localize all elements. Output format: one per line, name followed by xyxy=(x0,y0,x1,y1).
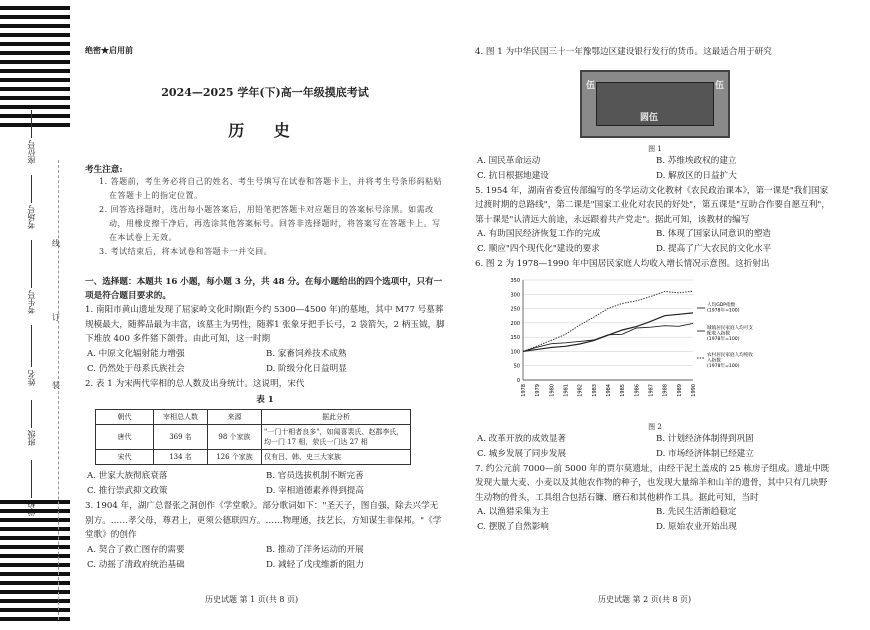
banknote-text: 圆伍 xyxy=(640,112,659,123)
q1-option-b: B. 家畜饲养技术成熟 xyxy=(266,348,347,359)
table-row xyxy=(96,425,411,450)
y-tick-label: 200 xyxy=(510,320,520,327)
page-right xyxy=(475,45,835,535)
y-tick-label: 150 xyxy=(510,334,520,341)
q4-option-b: B. 苏维埃政权的建立 xyxy=(656,155,737,166)
td: 134 名 xyxy=(154,450,208,465)
y-tick-label: 250 xyxy=(510,306,520,313)
td: 369 名 xyxy=(154,425,208,450)
q6-option-c: C. 城乡发展了同步发展 xyxy=(477,448,567,459)
note-item: 2. 回答选择题时，选出每小题答案后，用铅笔把答题卡对应题目的答案标号涂黑。如需改动，用橡皮擦干净后，再选涂其他答案标号。回答非选择题时，将答案写在答题卡上。写在本试卷上无效。 xyxy=(99,205,441,242)
q6-option-d: D. 市场经济体制已经建立 xyxy=(656,448,754,459)
question-3: 3. 1904 年，湖广总督张之洞创作《学堂歌》。部分歌词如下："圣天子，图自强，除去兴学无别方。……孝父母，尊君上，更须公德联四方。……物理通，技艺长，方知谋生非保邦。"《学堂歌》的创作 xyxy=(85,501,442,540)
legend-label: 农村居民家庭人均纯收入指数(1978年=100) xyxy=(707,352,753,369)
y-tick-label: 100 xyxy=(510,348,520,355)
series-line-3 xyxy=(523,291,693,351)
y-tick-label: 350 xyxy=(510,277,520,284)
school-label: 学校 xyxy=(27,500,36,516)
q2-options xyxy=(85,469,445,499)
x-tick-label: 1981 xyxy=(563,383,570,397)
q7-option-d: D. 原始农业开始出现 xyxy=(656,522,737,532)
x-tick-label: 1978 xyxy=(521,383,527,397)
q7-option-b: B. 先民生活渐趋稳定 xyxy=(656,507,737,517)
footer-page-1: 历史试题 第 1 页(共 8 页) xyxy=(205,595,299,604)
table-caption: 表 1 xyxy=(256,395,274,405)
x-tick-label: 1983 xyxy=(591,383,598,397)
q3-option-d: D. 减轻了戊戌维新的阻力 xyxy=(266,559,364,570)
q5-option-a: A. 有助国民经济恢复工作的完成 xyxy=(477,229,601,239)
question-7: 7. 约公元前 7000—前 5000 年的贾尔莫遗址，由经干泥土盖成的 25 栋房子组成。遗址中既发现大量大麦、小麦以及其他农作物的种子，也发现大量绵羊和山羊的遗骨，其中只有几块野生动物的骨头，工具组合包括石镰、磨石和其他耕作工具。据此可知，当时 xyxy=(475,463,830,503)
cut-mark-line: 线 xyxy=(52,239,60,248)
examno-label: 考生号 xyxy=(27,290,36,314)
notes-title: 考生注意: xyxy=(85,165,123,175)
td: 宋代 xyxy=(96,450,154,465)
banknote-text: 伍 xyxy=(586,80,596,91)
x-tick-label: 1990 xyxy=(691,383,697,397)
section-heading: 一、选择题：本题共 16 小题，每小题 3 分，共 48 分。在每小题给出的四个选项中，只有一项是符合题目要求的。 xyxy=(85,277,443,301)
q1-options xyxy=(85,347,445,377)
question-5: 5. 1954 年，湖南省委宣传部编写的冬学运动文化教材《农民政治课本》，第一课是"我们国家过渡时期的总路线"，第二课是"国家工业化对农民的好处"，第五课是"互助合作要自愿互利"，第十课是"认清远大前途，永远跟着共产党走"。据此可知，该教材的编写 xyxy=(475,185,830,225)
td: 仅有吕、韩、史三大家族 xyxy=(262,450,411,465)
q3-option-c: C. 动摇了清政府统治基础 xyxy=(87,559,185,570)
q1-option-a: A. 中原文化辐射能力增强 xyxy=(87,348,185,359)
q3-option-a: A. 契合了救亡图存的需要 xyxy=(87,544,185,555)
q6-option-b: B. 计划经济体制得到巩固 xyxy=(656,433,754,444)
x-tick-label: 1988 xyxy=(662,383,669,397)
x-tick-label: 1985 xyxy=(620,383,627,397)
room-label: 考场号 xyxy=(27,205,36,229)
td: 唐代 xyxy=(96,425,154,450)
figure-2-caption: 图 2 xyxy=(648,422,662,431)
q4-options xyxy=(475,154,835,184)
q5-option-b: B. 体现了国家认同意识的塑造 xyxy=(656,229,771,239)
x-tick-label: 1979 xyxy=(535,383,542,397)
q1-option-c: C. 仍然处于母系氏族社会 xyxy=(87,363,185,374)
th: 来源 xyxy=(208,410,262,425)
banknote-image xyxy=(580,70,730,138)
x-tick-label: 1989 xyxy=(676,383,683,397)
q1-option-d: D. 阶级分化日益明显 xyxy=(266,363,347,374)
q7-option-a: A. 以渔猎采集为主 xyxy=(477,507,549,517)
y-tick-label: 300 xyxy=(510,291,520,298)
td: 126 个家族 xyxy=(208,450,262,465)
y-tick-label: 0 xyxy=(516,377,520,384)
income-chart xyxy=(503,274,803,422)
q6-option-a: A. 改革开放的成效显著 xyxy=(477,433,567,444)
name-label: 姓名 xyxy=(27,370,36,386)
th: 朝代 xyxy=(96,410,154,425)
question-1: 1. 南阳市黄山遗址发现了屈家岭文化时期(距今约 5300—4500 年)的墓地，其中 M77 号墓葬规模最大，随葬品最为丰富，该墓主为男性，随葬1 张象牙把手长弓，2 袋箭矢，2 柄玉钺，脚下堆放 400 多件猪下颌骨。由此可知，这一时期 xyxy=(85,305,445,344)
question-4: 4. 图 1 为中华民国三十一年豫鄂边区建设银行发行的货币。这最适合用于研究 xyxy=(475,47,772,57)
question-2: 2. 表 1 为宋两代宰相的总人数及出身统计。这说明，宋代 xyxy=(85,378,305,389)
table-row xyxy=(96,450,411,465)
q3-option-b: B. 推动了洋务运动的开展 xyxy=(266,544,364,555)
q2-option-d: D. 宰相道德素养得到提高 xyxy=(266,486,364,496)
q4-option-d: D. 解放区的日益扩大 xyxy=(656,170,737,181)
q2-option-a: A. 世家大族彻底衰落 xyxy=(87,471,168,481)
q5-options xyxy=(475,227,835,257)
class-label: 班级 xyxy=(27,430,36,446)
q3-options xyxy=(85,543,445,573)
seat-label: 座位号 xyxy=(27,140,36,164)
q5-option-d: D. 提高了广大农民的文化水平 xyxy=(656,244,772,254)
banknote-text: 伍 xyxy=(714,80,724,91)
x-tick-label: 1986 xyxy=(634,383,641,397)
q2-option-c: C. 推行崇武抑文政策 xyxy=(87,486,168,496)
th: 宰相总人数 xyxy=(154,410,208,425)
secret-mark: 绝密★启用前 xyxy=(85,45,133,55)
note-item: 3. 考试结束后，将本试卷和答题卡一并交回。 xyxy=(99,247,273,256)
series-line-1 xyxy=(523,312,693,351)
q4-option-c: C. 抗日根据地建设 xyxy=(477,170,549,181)
footer-page-2: 历史试题 第 2 页(共 8 页) xyxy=(598,595,692,604)
legend-label: 城镇居民家庭人均可支配收入指数(1978年=100) xyxy=(707,325,753,342)
y-tick-label: 50 xyxy=(513,363,520,370)
q4-option-a: A. 国民革命运动 xyxy=(477,155,541,166)
x-tick-label: 1987 xyxy=(648,383,655,397)
cut-mark-ding: 订 xyxy=(52,313,60,322)
td: "一门十相者良多"，如闻喜裴氏、赵郡李氏，均一门 17 相，荥氏一门达 27 相 xyxy=(262,425,411,450)
q5-option-c: C. 顺应"四个现代化"建设的要求 xyxy=(477,244,600,254)
th: 据此分析 xyxy=(262,410,411,425)
q7-option-c: C. 摆脱了自然影响 xyxy=(477,522,549,532)
q7-options xyxy=(475,505,835,535)
exam-title: 2024—2025 学年(下)高一年级摸底考试 xyxy=(161,86,369,99)
x-tick-label: 1980 xyxy=(549,383,556,397)
x-tick-label: 1982 xyxy=(577,383,584,397)
binding-margin xyxy=(0,0,80,630)
q6-options xyxy=(475,432,835,462)
question-6: 6. 图 2 为 1978—1990 年中国居民家庭人均收入增长情况示意图。这折射出 xyxy=(475,259,770,269)
subject-title: 历 史 xyxy=(228,121,302,140)
page-left xyxy=(85,45,445,573)
figure-1-caption: 图 1 xyxy=(648,144,662,153)
cut-mark-zhuang: 装 xyxy=(52,381,60,390)
q2-option-b: B. 官员选拔机制不断完善 xyxy=(266,471,364,481)
x-tick-label: 1984 xyxy=(606,383,612,397)
note-item: 1. 答题前，考生务必将自己的姓名、考生号填写在试卷和答题卡上，并将考生号条形码粘贴在答题卡上的指定位置。 xyxy=(99,177,443,200)
td: 98 个家族 xyxy=(208,425,262,450)
legend-label: 人均GDP指数(1978年=100) xyxy=(707,302,740,313)
chancellor-table xyxy=(95,409,411,465)
